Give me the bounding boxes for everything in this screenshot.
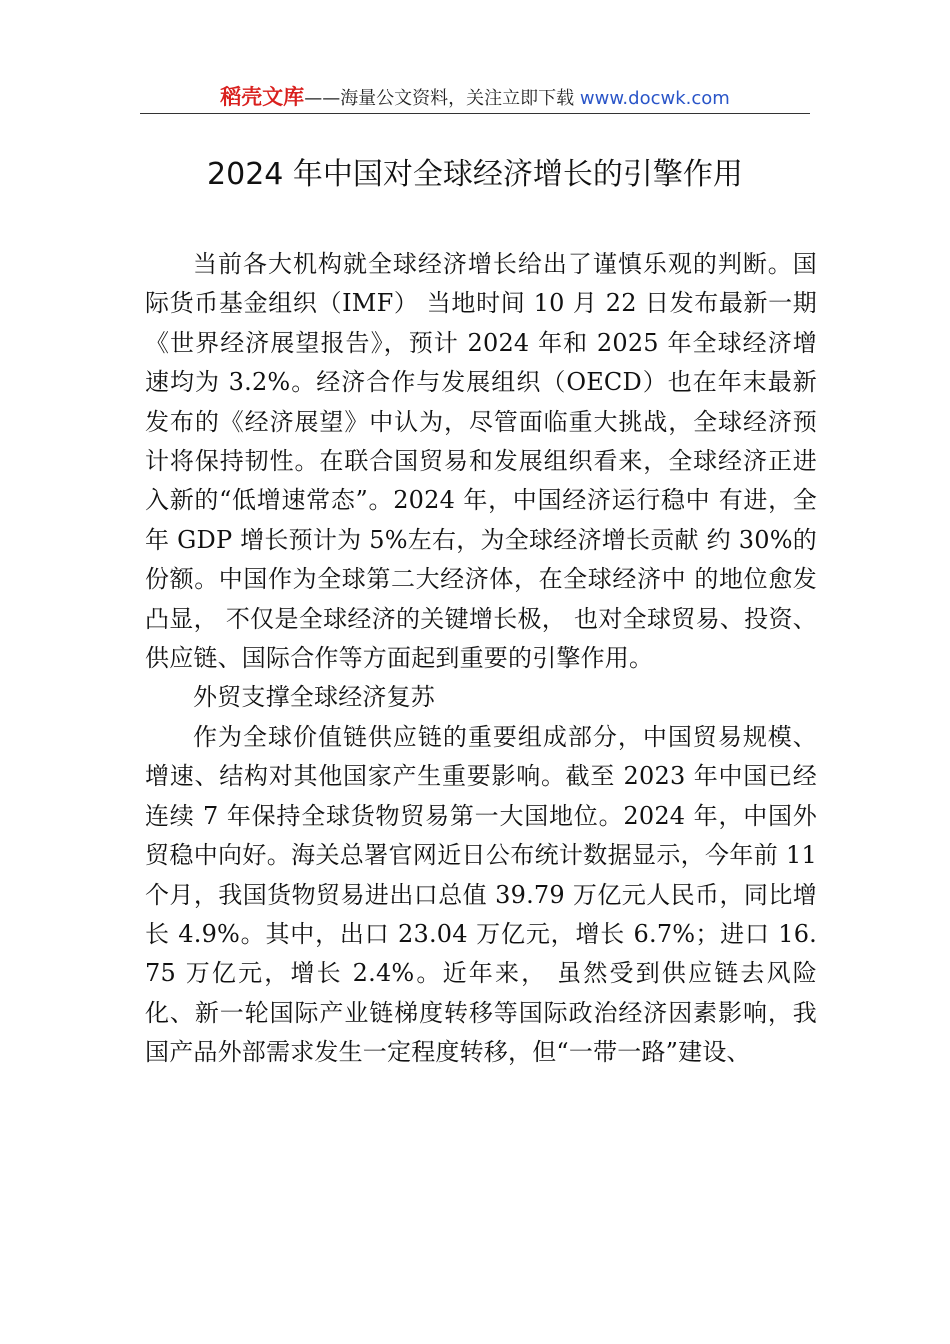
document-title: 2024 年中国对全球经济增长的引擎作用 [207, 157, 743, 192]
paragraph-trade: 作为全球价值链供应链的重要组成部分，中国贸易规模、增速、结构对其他国家产生重要影响。截至 2023 年中国已经连续 7 年保持全球货物贸易第一大国地位。2024 年，中国外贸稳中向好。海关总署官网近日公布统计数据显示，今年前 11 个月，我国货物贸易进出口总值 39.79 万亿元人民币，同比增长 4.9%。其中，出口 23.04 万亿元，增长 6.7%；进口 16.75 万亿元，增长 2.4%。近年来， 虽然受到供应链去风险化、新一轮国际产业链梯度转移等国际政治经济因素影响，我国产品外部需求发生一定程度转移，但“一带一路”建设、 [145, 722, 817, 1067]
brand-logo-text: 稻壳文库 [220, 85, 305, 109]
section-heading: 外贸支撑全球经济复苏 [193, 683, 435, 712]
header-divider [140, 113, 810, 114]
paragraph-intro: 当前各大机构就全球经济增长给出了谨慎乐观的判断。国际货币基金组织（IMF） 当地时间 10 月 22 日发布最新一期《世界经济展望报告》，预计 2024 年和 2025 年全球经济增速均为 3.2%。经济合作与发展组织（OECD）也在年末最新发布的《经济展望》中认为，尽管面临重大挑战，全球经济预计将保持韧性。在联合国贸易和发展组织看来，全球经济正进入新的“低增速常态”。2024 年，中国经济运行稳中 有进，全年 GDP 增长预计为 5%左右，为全球经济增长贡献 约 30%的份额。中国作为全球第二大经济体，在全球经济中 的地位愈发凸显， 不仅是全球经济的关键增长极， 也对全球贸易、投资、供应链、国际合作等方面起到重要的引擎作用。 [145, 250, 817, 673]
page-header [140, 82, 810, 112]
header-tagline: ——海量公文资料，关注立即下载 [304, 88, 575, 109]
site-link[interactable]: www.docwk.com [579, 88, 730, 109]
document-body [145, 245, 817, 1073]
